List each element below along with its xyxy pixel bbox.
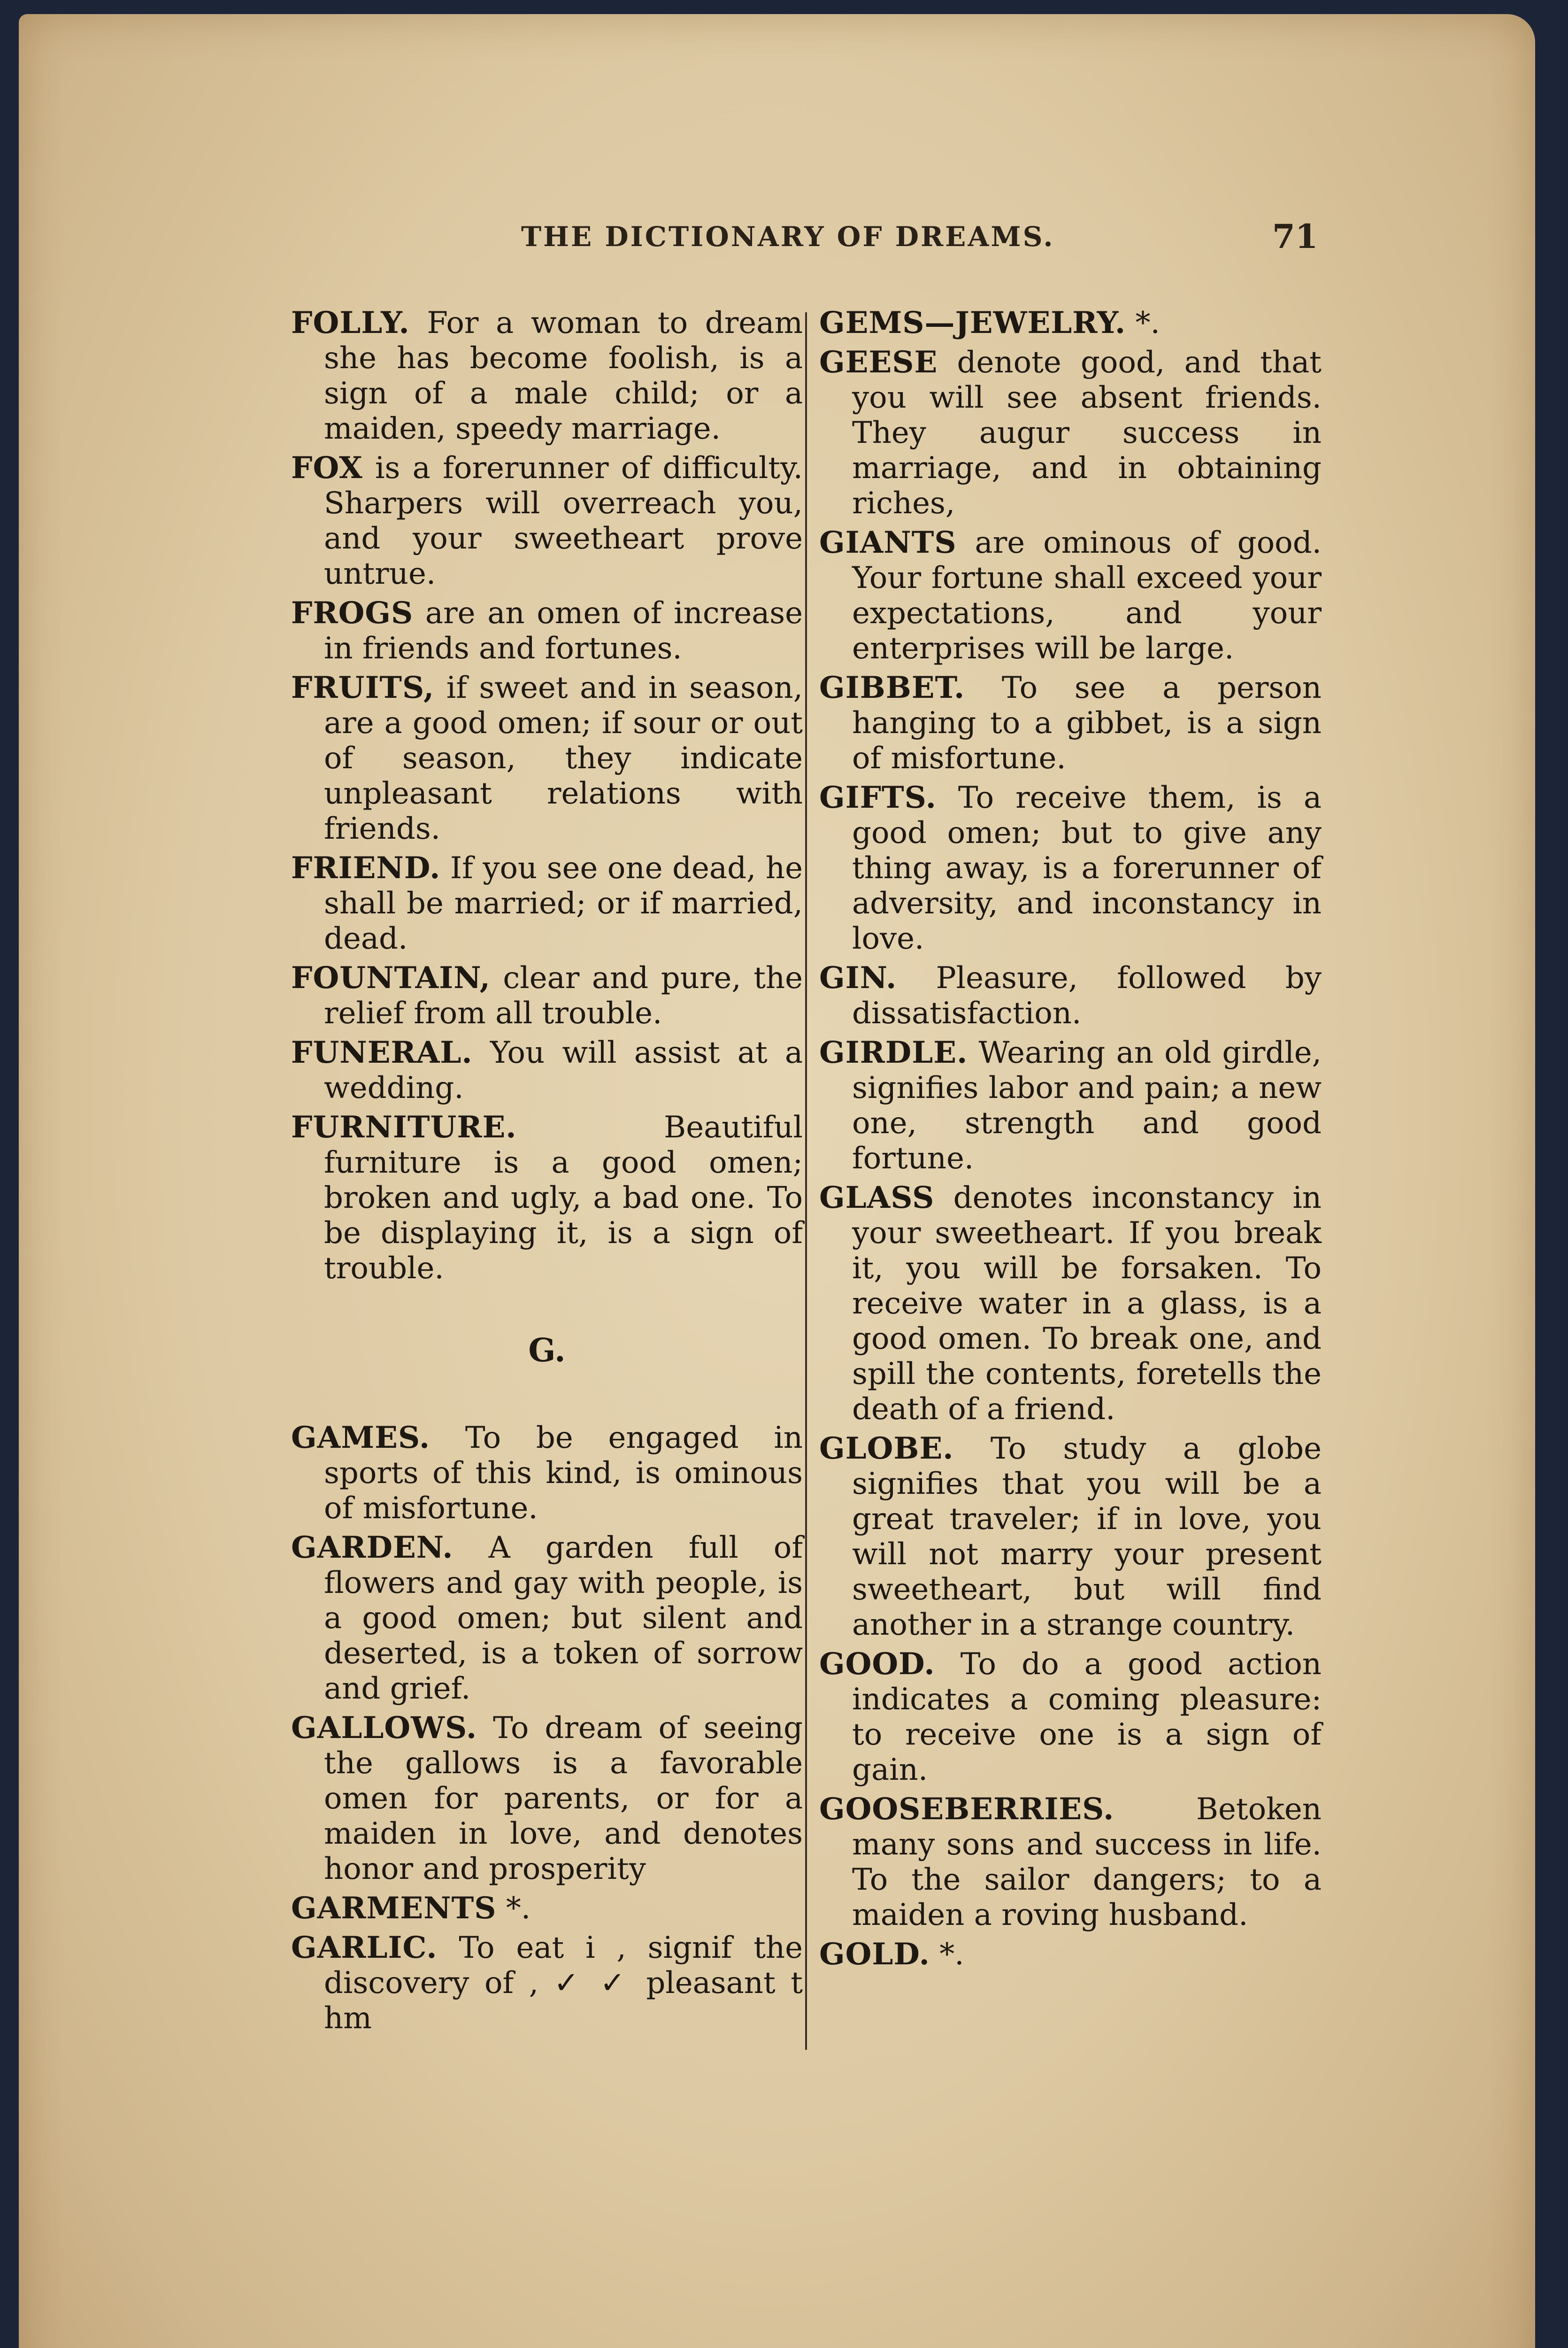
entry-definition: Pleasure, followed by dissatisfaction. [852,961,1322,1031]
dictionary-entry [291,595,803,666]
dictionary-entry [819,1180,1322,1427]
entry-headword: FOUNTAIN, [291,960,491,996]
dictionary-entry [819,1035,1322,1176]
entry-headword: GOOSEBERRIES. [819,1792,1115,1827]
entry-headword: GIN. [819,960,897,996]
entry-headword: GLASS [819,1180,935,1215]
entry-headword: GARDEN. [291,1530,453,1565]
entry-definition: A garden full of flowers and gay with people, is a good omen; but silent and deserted, is a token of sorrow and grief. [324,1530,803,1706]
entry-headword: GALLOWS. [291,1710,477,1746]
entry-headword: FRIEND. [291,850,441,886]
dictionary-entry [291,1035,803,1106]
entry-headword: FRUITS, [291,670,435,705]
entry-headword: GLOBE. [819,1431,954,1466]
dictionary-entry [819,345,1322,521]
entry-definition: Betoken many sons and success in life. To the sailor dangers; to a maiden a roving husband. [852,1792,1322,1932]
dictionary-entry [291,670,803,847]
section-letter: G. [528,1332,566,1369]
entry-definition: To be engaged in sports of this kind, is ominous of misfortune. [324,1421,803,1526]
dictionary-entry [291,1420,803,1526]
entry-headword: FOX [291,450,363,486]
entry-headword: GOLD. [819,1937,930,1972]
entry-definition: is a forerunner of difficulty. Sharpers will overreach you, and your sweetheart prove untrue. [324,451,803,591]
entry-definition: *. [506,1891,531,1926]
dictionary-entry [291,305,803,447]
entry-headword: GARLIC. [291,1930,438,1965]
entry-definition: Wearing an old girdle, signifies labor and pain; a new one, strength and good fortune. [852,1035,1322,1176]
entry-definition: if sweet and in season, are a good omen; if sour or out of season, they indicate unpleasant relations with friends. [324,671,803,846]
dictionary-entry [819,1431,1322,1643]
dictionary-entry [291,1530,803,1707]
entry-headword: GARMENTS [291,1891,497,1926]
entry-headword: FOLLY. [291,305,410,340]
entry-definition: If you see one dead, he shall be married; or if married, dead. [324,851,803,956]
entry-definition: To see a person hanging to a gibbet, is a sign of misfortune. [852,671,1322,776]
entry-headword: GEMS—JEWELRY. [819,305,1126,340]
entry-definition: You will assist at a wedding. [324,1035,803,1105]
entry-definition: Beautiful furniture is a good omen; broken and ugly, a bad one. To be displaying it, is a sign of trouble. [324,1110,803,1286]
entry-definition: To study a globe signifies that you will be a great traveler; if in love, you will not marry your present sweetheart, but will find another in a strange country. [852,1431,1322,1642]
left-column [291,305,803,2040]
entry-headword: FROGS [291,595,414,631]
entry-definition: *. [939,1937,964,1972]
entry-definition: To eat i , signif the discovery of , ✓ ✓ pleasant t hm [324,1931,803,2036]
dictionary-entry [291,1891,803,1926]
dictionary-entry [819,670,1322,776]
dictionary-entry [291,1930,803,2036]
entry-definition: clear and pure, the relief from all trouble. [324,961,803,1031]
entry-headword: GAMES. [291,1420,430,1455]
entry-definition: To dream of seeing the gallows is a favorable omen for parents, or for a maiden in love, and denotes honor and prosperity [324,1711,803,1886]
entry-definition: To do a good action indicates a coming pleasure: to receive one is a sign of gain. [852,1647,1322,1787]
dictionary-entry [819,1646,1322,1788]
entry-headword: GIBBET. [819,670,965,705]
entry-headword: GIRDLE. [819,1035,968,1070]
dictionary-entry [819,1937,1322,1972]
entry-headword: GEESE [819,345,938,380]
entry-headword: FUNERAL. [291,1035,473,1070]
running-header: THE DICTIONARY OF DREAMS. [521,221,1055,253]
dictionary-entry [819,305,1322,341]
entry-definition: *. [1135,306,1160,340]
dictionary-entry [291,850,803,957]
entry-headword: GIFTS. [819,780,937,815]
dictionary-entry [291,1710,803,1887]
right-column [819,305,1322,1976]
entry-definition: denotes inconstancy in your sweetheart. If you break it, you will be forsaken. To receive water in a glass, is a good omen. To break one, and spill the contents, foretells the death of a friend. [852,1181,1322,1427]
dictionary-entry [819,780,1322,957]
dictionary-entry [819,1792,1322,1933]
dictionary-entry [291,960,803,1031]
entry-definition: denote good, and that you will see absent friends. They augur success in marriage, and in obtaining riches, [852,345,1322,521]
column-divider [805,312,807,2050]
entry-definition: For a woman to dream she has become foolish, is a sign of a male child; or a maiden, speedy marriage. [324,306,803,446]
dictionary-entry [291,450,803,592]
entry-headword: GOOD. [819,1646,935,1682]
dictionary-entry [819,960,1322,1031]
entry-definition: are an omen of increase in friends and fortunes. [324,596,803,666]
page-number: 71 [1272,217,1318,256]
entry-headword: FURNITURE. [291,1110,517,1145]
dictionary-entry [819,525,1322,666]
entry-headword: GIANTS [819,525,957,560]
entry-definition: To receive them, is a good omen; but to give any thing away, is a forerunner of adversity, and inconstancy in love. [852,780,1322,956]
dictionary-entry [291,1110,803,1286]
entry-definition: are ominous of good. Your fortune shall exceed your expectations, and your enterprises will be large. [852,525,1322,666]
